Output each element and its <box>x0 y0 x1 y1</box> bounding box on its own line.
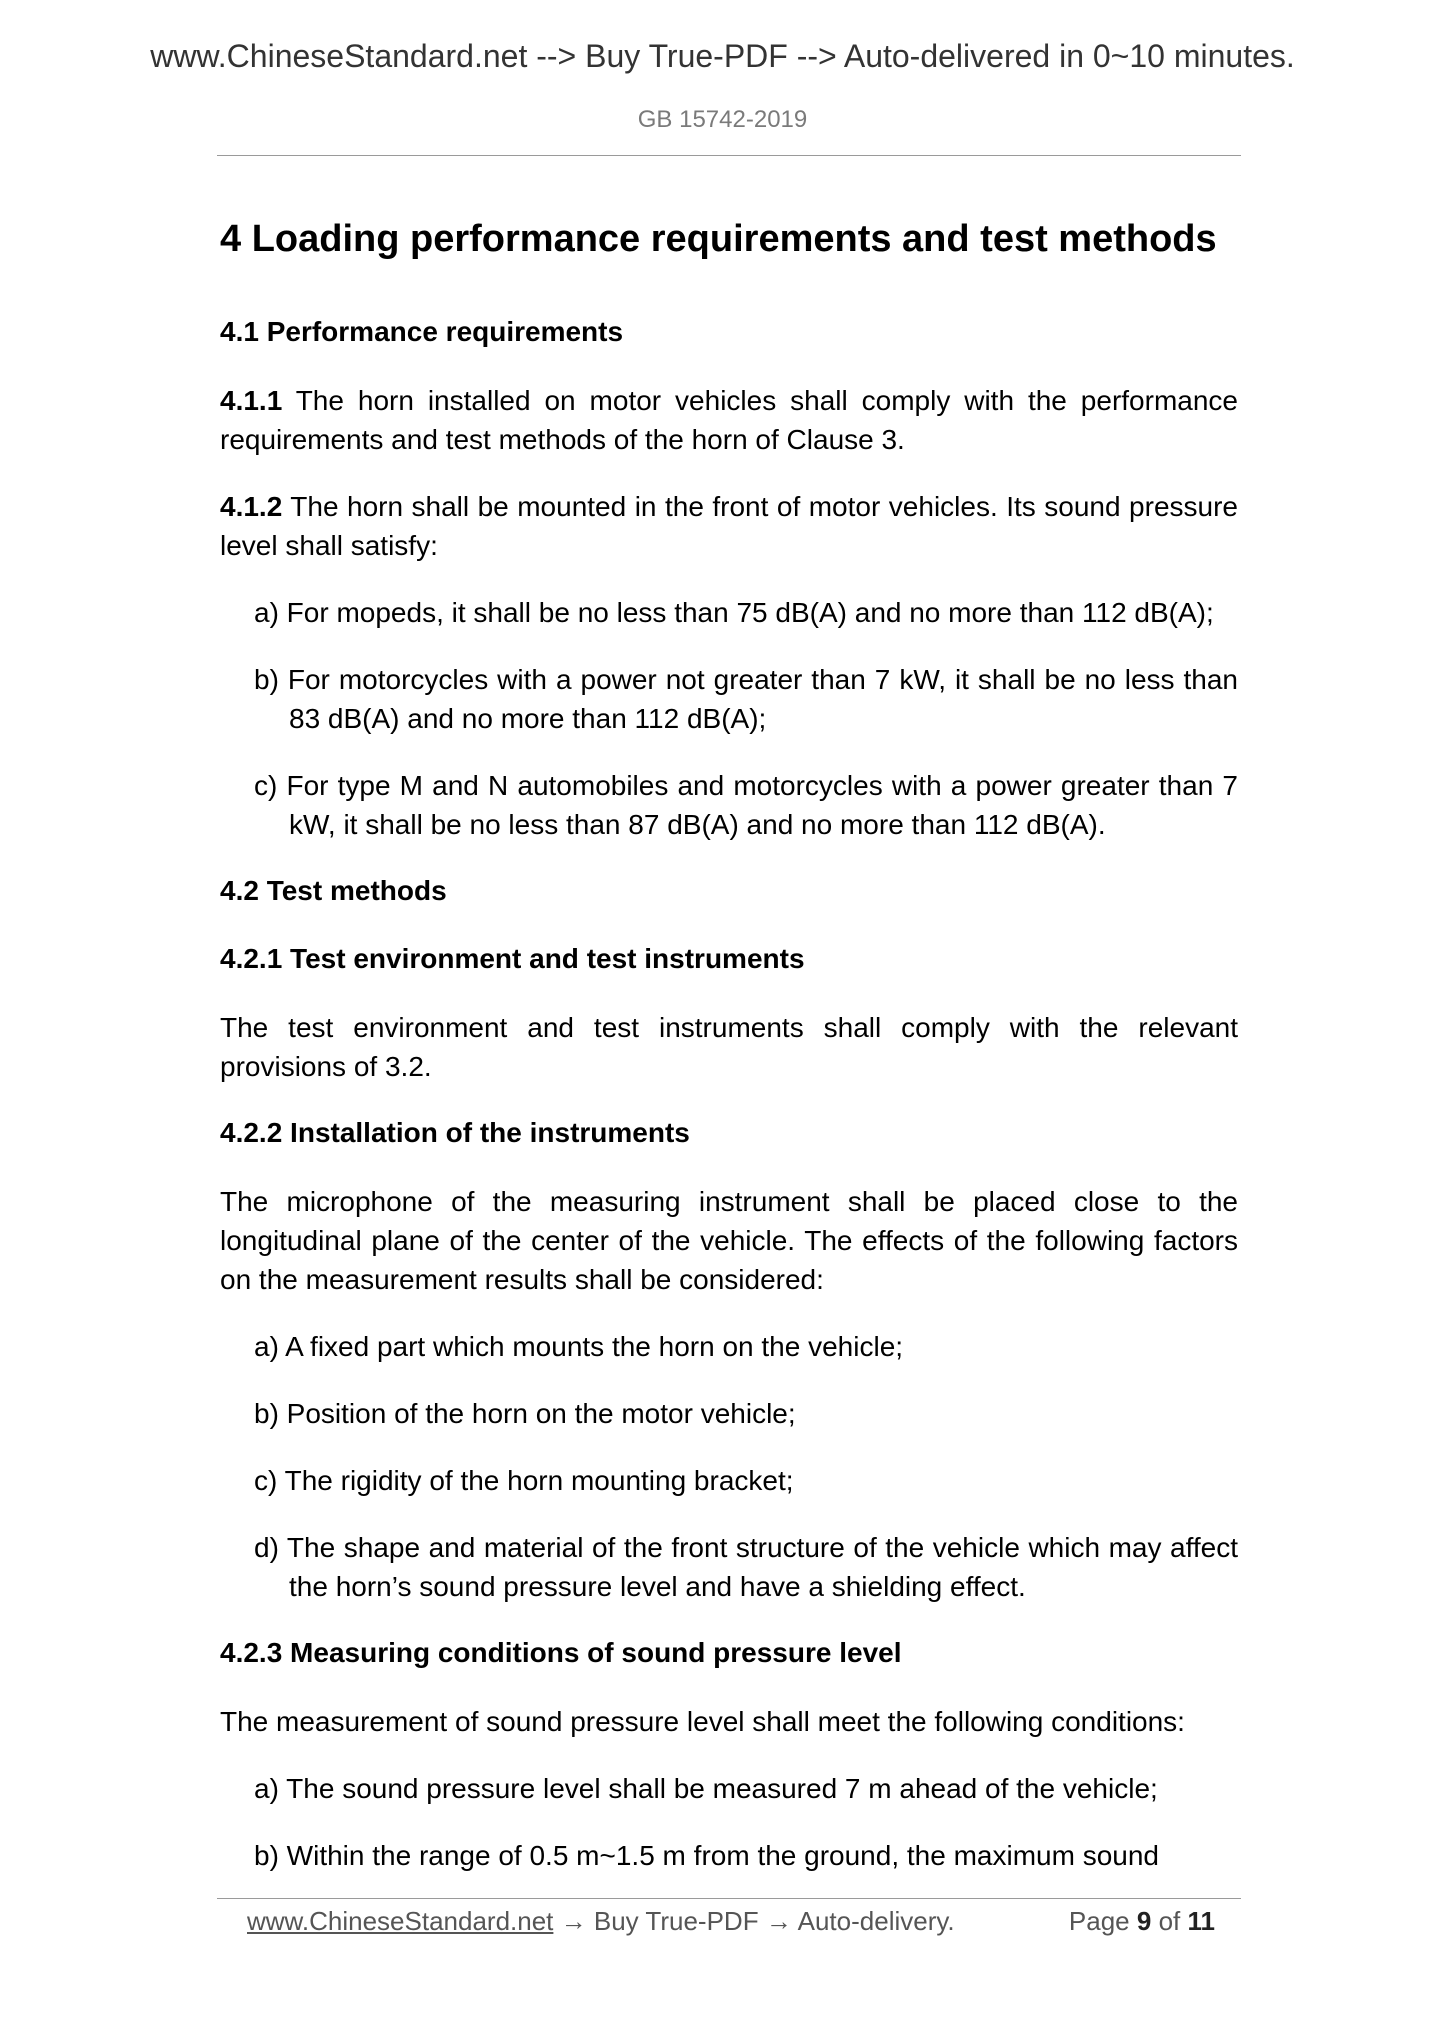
list-item: a) The sound pressure level shall be measured 7 m ahead of the vehicle; <box>254 1773 1158 1804</box>
list-item: d) The shape and material of the front structure of the vehicle which may affect the horn’s sound pressure level and have a shielding effect. <box>254 1532 1238 1602</box>
section-4-2-heading: 4.2 Test methods <box>220 875 447 906</box>
list-item: c) The rigidity of the horn mounting bracket; <box>254 1465 794 1496</box>
footer-divider <box>217 1898 1241 1899</box>
list-item: c) For type M and N automobiles and motorcycles with a power greater than 7 kW, it shall be no less than 87 dB(A) and no more than 112 dB(A). <box>254 770 1238 840</box>
section-4-2-1-heading: 4.2.1 Test environment and test instruments <box>220 943 805 974</box>
page-footer <box>247 1906 1215 1937</box>
section-4-2-2-heading: 4.2.2 Installation of the instruments <box>220 1117 690 1148</box>
arrow-right-icon: → <box>765 1906 792 1936</box>
standard-number: GB 15742-2019 <box>637 106 808 133</box>
list-item: b) Within the range of 0.5 m~1.5 m from the ground, the maximum sound <box>254 1840 1159 1871</box>
document-body <box>220 213 1238 1903</box>
buy-pdf-text: Buy True-PDF <box>593 1906 759 1936</box>
auto-delivery-text: Auto-delivery. <box>797 1906 955 1936</box>
clause-number: 4.1.2 <box>220 491 283 522</box>
footer-promo <box>247 1906 955 1937</box>
list-item: b) For motorcycles with a power not greater than 7 kW, it shall be no less than 83 dB(A) and no more than 112 dB(A); <box>254 664 1238 734</box>
clause-4-2-3-text: The measurement of sound pressure level shall meet the following conditions: <box>220 1706 1185 1737</box>
list-4-2-2 <box>220 1327 1238 1606</box>
clause-text: The horn installed on motor vehicles shall comply with the performance requirements and test methods of the horn of Clause 3. <box>220 385 1238 455</box>
page-label: Page <box>1068 1906 1130 1936</box>
section-4-heading: 4 Loading performance requirements and test methods <box>220 218 1217 260</box>
list-item: b) Position of the horn on the motor vehicle; <box>254 1398 796 1429</box>
arrow-right-icon: → <box>560 1906 587 1936</box>
list-item: a) For mopeds, it shall be no less than 75 dB(A) and no more than 112 dB(A); <box>254 597 1214 628</box>
page-total: 11 <box>1187 1906 1215 1936</box>
page-current: 9 <box>1136 1906 1152 1936</box>
clause-4-2-2-text: The microphone of the measuring instrument shall be placed close to the longitudinal plane of the center of the vehicle. The effects of the following factors on the measurement results shall be considered: <box>220 1186 1238 1295</box>
clause-number: 4.1.1 <box>220 385 283 416</box>
clause-text: The horn shall be mounted in the front of motor vehicles. Its sound pressure level shall satisfy: <box>220 491 1238 561</box>
clause-4-1-1 <box>220 381 1238 459</box>
page-indicator <box>1069 1906 1215 1937</box>
list-4-1-2 <box>220 593 1238 844</box>
list-item: a) A fixed part which mounts the horn on the vehicle; <box>254 1331 904 1362</box>
section-4-2-3-heading: 4.2.3 Measuring conditions of sound pressure level <box>220 1637 902 1668</box>
clause-4-2-1-text: The test environment and test instruments shall comply with the relevant provisions of 3.2. <box>220 1012 1238 1082</box>
section-4-1-heading: 4.1 Performance requirements <box>220 316 624 347</box>
site-link[interactable]: www.ChineseStandard.net <box>247 1906 554 1936</box>
list-4-2-3 <box>220 1769 1238 1875</box>
clause-4-1-2 <box>220 487 1238 565</box>
site-banner: www.ChineseStandard.net --> Buy True-PDF --> Auto-delivered in 0~10 minutes. <box>150 38 1295 74</box>
header-divider <box>217 155 1241 156</box>
page-of: of <box>1158 1906 1181 1936</box>
